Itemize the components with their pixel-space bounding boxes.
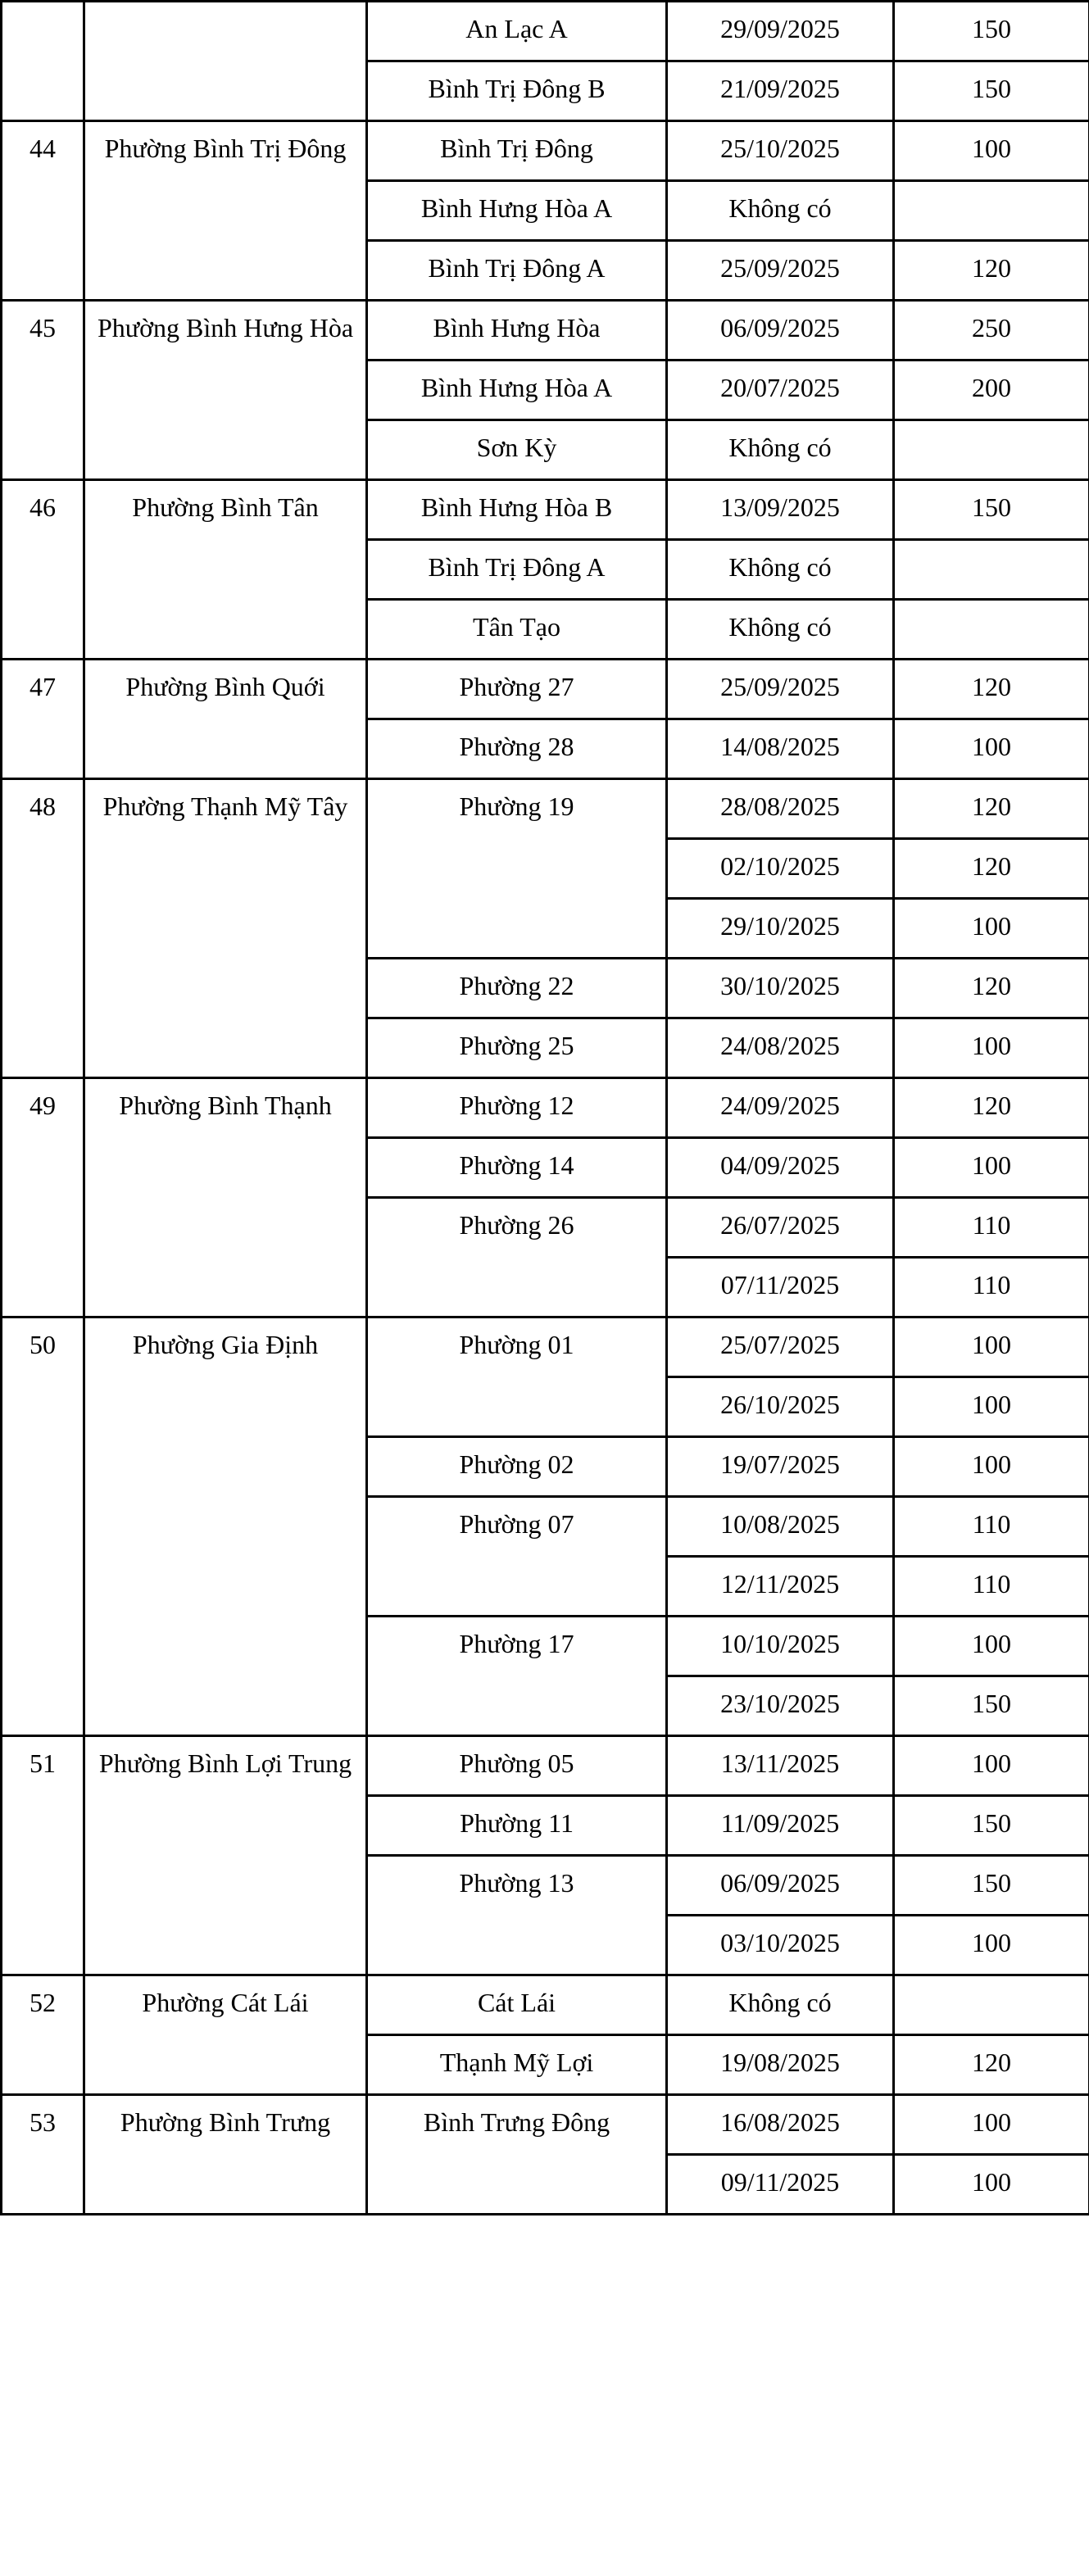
date-cell: 02/10/2025 [667, 839, 894, 899]
old-ward-cell: Bình Hưng Hòa A [367, 181, 667, 241]
old-ward-cell: Phường 11 [367, 1796, 667, 1856]
old-ward-cell: Phường 13 [367, 1856, 667, 1975]
table-row [2, 2095, 1089, 2155]
count-cell: 150 [894, 2, 1089, 61]
count-cell: 100 [894, 121, 1089, 181]
date-cell: 28/08/2025 [667, 779, 894, 839]
count-cell: 150 [894, 1856, 1089, 1916]
date-cell: 20/07/2025 [667, 361, 894, 420]
date-cell: Không có [667, 600, 894, 660]
date-cell: 06/09/2025 [667, 1856, 894, 1916]
old-ward-cell: Phường 12 [367, 1078, 667, 1138]
old-ward-cell: Phường 02 [367, 1437, 667, 1497]
count-cell [894, 540, 1089, 600]
count-cell: 120 [894, 660, 1089, 719]
new-ward-cell: Phường Bình Trưng [84, 2095, 367, 2215]
new-ward-cell: Phường Bình Lợi Trung [84, 1736, 367, 1975]
count-cell: 120 [894, 241, 1089, 301]
count-cell: 100 [894, 1377, 1089, 1437]
date-cell: 16/08/2025 [667, 2095, 894, 2155]
count-cell: 100 [894, 1317, 1089, 1377]
date-cell: 25/09/2025 [667, 241, 894, 301]
date-cell: 10/10/2025 [667, 1617, 894, 1676]
date-cell: Không có [667, 420, 894, 480]
date-cell: 26/07/2025 [667, 1198, 894, 1258]
date-cell: 25/09/2025 [667, 660, 894, 719]
old-ward-cell: Bình Trị Đông [367, 121, 667, 181]
stt-cell: 49 [2, 1078, 84, 1317]
stt-cell: 53 [2, 2095, 84, 2215]
date-cell: 06/09/2025 [667, 301, 894, 361]
old-ward-cell: Phường 05 [367, 1736, 667, 1796]
old-ward-cell: Phường 27 [367, 660, 667, 719]
count-cell: 120 [894, 959, 1089, 1018]
date-cell: 29/09/2025 [667, 2, 894, 61]
stt-cell: 45 [2, 301, 84, 480]
stt-cell: 44 [2, 121, 84, 301]
stt-cell: 48 [2, 779, 84, 1078]
date-cell: 26/10/2025 [667, 1377, 894, 1437]
count-cell: 150 [894, 61, 1089, 121]
old-ward-cell: Thạnh Mỹ Lợi [367, 2035, 667, 2095]
date-cell: 19/07/2025 [667, 1437, 894, 1497]
count-cell: 110 [894, 1198, 1089, 1258]
count-cell: 200 [894, 361, 1089, 420]
old-ward-cell: Sơn Kỳ [367, 420, 667, 480]
old-ward-cell: Phường 07 [367, 1497, 667, 1617]
stt-cell: 46 [2, 480, 84, 660]
new-ward-cell: Phường Bình Hưng Hòa [84, 301, 367, 480]
count-cell: 100 [894, 1736, 1089, 1796]
table-row [2, 301, 1089, 361]
old-ward-cell: Bình Trưng Đông [367, 2095, 667, 2215]
table-row [2, 2, 1089, 61]
date-cell: 13/11/2025 [667, 1736, 894, 1796]
old-ward-cell: Phường 28 [367, 719, 667, 779]
date-cell: 14/08/2025 [667, 719, 894, 779]
stt-cell [2, 2, 84, 121]
new-ward-cell: Phường Bình Trị Đông [84, 121, 367, 301]
date-cell: Không có [667, 540, 894, 600]
date-cell: 30/10/2025 [667, 959, 894, 1018]
new-ward-cell: Phường Bình Tân [84, 480, 367, 660]
count-cell: 250 [894, 301, 1089, 361]
date-cell: Không có [667, 1975, 894, 2035]
old-ward-cell: Phường 19 [367, 779, 667, 959]
date-cell: 25/10/2025 [667, 121, 894, 181]
count-cell: 110 [894, 1258, 1089, 1317]
old-ward-cell: Bình Trị Đông A [367, 241, 667, 301]
date-cell: 13/09/2025 [667, 480, 894, 540]
old-ward-cell: Phường 17 [367, 1617, 667, 1736]
table-row [2, 1078, 1089, 1138]
date-cell: 10/08/2025 [667, 1497, 894, 1557]
date-cell: 19/08/2025 [667, 2035, 894, 2095]
old-ward-cell: Bình Hưng Hòa A [367, 361, 667, 420]
count-cell: 100 [894, 2155, 1089, 2215]
table-row [2, 1975, 1089, 2035]
count-cell: 100 [894, 1018, 1089, 1078]
table-row [2, 660, 1089, 719]
date-cell: 24/08/2025 [667, 1018, 894, 1078]
new-ward-cell: Phường Bình Thạnh [84, 1078, 367, 1317]
new-ward-cell [84, 2, 367, 121]
old-ward-cell: Bình Hưng Hòa [367, 301, 667, 361]
date-cell: 04/09/2025 [667, 1138, 894, 1198]
date-cell: 07/11/2025 [667, 1258, 894, 1317]
count-cell: 110 [894, 1497, 1089, 1557]
date-cell: 23/10/2025 [667, 1676, 894, 1736]
count-cell: 150 [894, 1676, 1089, 1736]
stt-cell: 51 [2, 1736, 84, 1975]
count-cell: 150 [894, 1796, 1089, 1856]
count-cell: 100 [894, 1437, 1089, 1497]
new-ward-cell: Phường Bình Quới [84, 660, 367, 779]
table-row [2, 779, 1089, 839]
count-cell [894, 600, 1089, 660]
old-ward-cell: An Lạc A [367, 2, 667, 61]
date-cell: 25/07/2025 [667, 1317, 894, 1377]
table-row [2, 480, 1089, 540]
old-ward-cell: Phường 25 [367, 1018, 667, 1078]
count-cell: 100 [894, 2095, 1089, 2155]
old-ward-cell: Bình Hưng Hòa B [367, 480, 667, 540]
date-cell: 29/10/2025 [667, 899, 894, 959]
old-ward-cell: Phường 26 [367, 1198, 667, 1317]
count-cell [894, 420, 1089, 480]
stt-cell: 50 [2, 1317, 84, 1736]
old-ward-cell: Phường 01 [367, 1317, 667, 1437]
date-cell: 09/11/2025 [667, 2155, 894, 2215]
old-ward-cell: Phường 14 [367, 1138, 667, 1198]
old-ward-cell: Cát Lái [367, 1975, 667, 2035]
date-cell: 11/09/2025 [667, 1796, 894, 1856]
count-cell: 100 [894, 1916, 1089, 1975]
new-ward-cell: Phường Gia Định [84, 1317, 367, 1736]
new-ward-cell: Phường Cát Lái [84, 1975, 367, 2095]
stt-cell: 47 [2, 660, 84, 779]
table-row [2, 1736, 1089, 1796]
count-cell: 120 [894, 2035, 1089, 2095]
count-cell: 100 [894, 899, 1089, 959]
table-row [2, 121, 1089, 181]
table-row [2, 1317, 1089, 1377]
table-body [2, 2, 1089, 2215]
count-cell: 120 [894, 779, 1089, 839]
count-cell: 120 [894, 1078, 1089, 1138]
old-ward-cell: Bình Trị Đông B [367, 61, 667, 121]
date-cell: 21/09/2025 [667, 61, 894, 121]
count-cell: 150 [894, 480, 1089, 540]
old-ward-cell: Tân Tạo [367, 600, 667, 660]
count-cell [894, 181, 1089, 241]
date-cell: 12/11/2025 [667, 1557, 894, 1617]
date-cell: 03/10/2025 [667, 1916, 894, 1975]
count-cell: 120 [894, 839, 1089, 899]
date-cell: Không có [667, 181, 894, 241]
count-cell: 100 [894, 719, 1089, 779]
count-cell: 100 [894, 1617, 1089, 1676]
new-ward-cell: Phường Thạnh Mỹ Tây [84, 779, 367, 1078]
old-ward-cell: Bình Trị Đông A [367, 540, 667, 600]
old-ward-cell: Phường 22 [367, 959, 667, 1018]
count-cell [894, 1975, 1089, 2035]
stt-cell: 52 [2, 1975, 84, 2095]
count-cell: 100 [894, 1138, 1089, 1198]
count-cell: 110 [894, 1557, 1089, 1617]
date-cell: 24/09/2025 [667, 1078, 894, 1138]
